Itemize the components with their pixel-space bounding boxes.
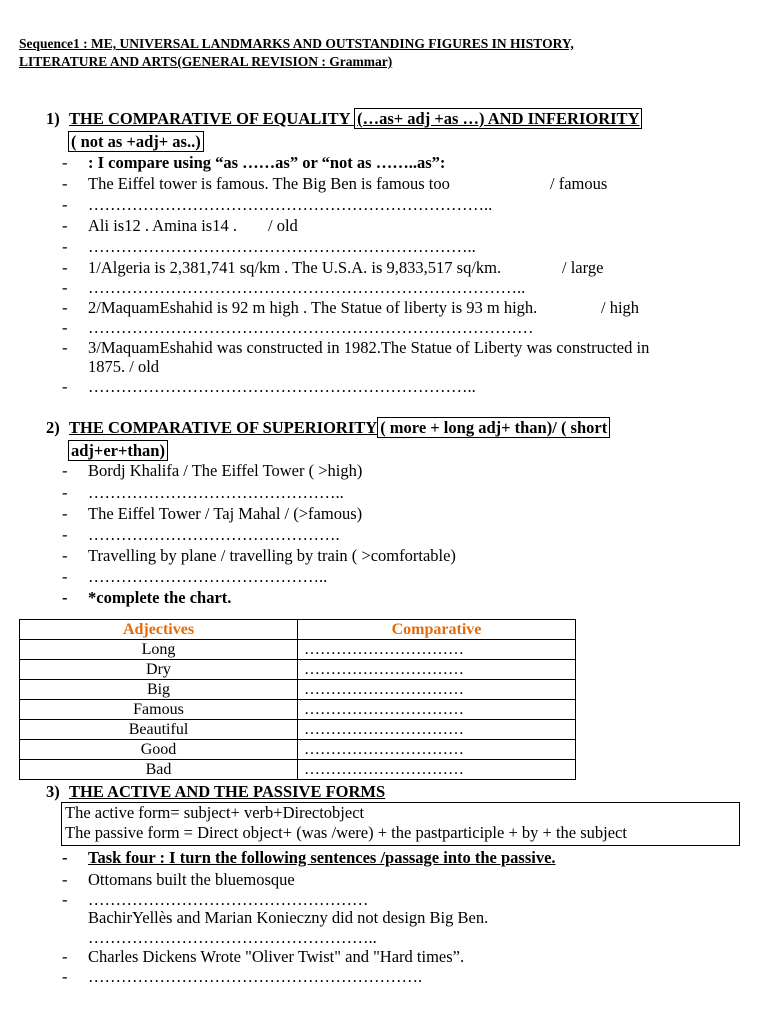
comparative-blank[interactable]: …………………………: [298, 720, 576, 740]
chart-instruction: *complete the chart.: [88, 588, 232, 607]
answer-blank[interactable]: ………………………………………………………………………: [88, 318, 534, 337]
answer-blank[interactable]: ……………………………………..: [88, 567, 328, 586]
answer-blank[interactable]: ……………………………………………………………..: [88, 237, 476, 256]
answer-blank[interactable]: ………………………………………………………………..: [88, 195, 493, 214]
answer-blank[interactable]: ……………………………………………………………..: [88, 377, 476, 396]
section-1-instruction: : I compare using “as ……as” or “not as ……..as”:: [88, 153, 446, 172]
list-item: - *complete the chart.: [62, 588, 232, 607]
exercise-sentence: The Eiffel tower is famous. The Big Ben is famous too: [88, 174, 450, 193]
section-3-heading: [46, 781, 385, 802]
table-row: [20, 720, 576, 740]
section-2-title: THE COMPARATIVE OF SUPERIORITY: [69, 418, 378, 437]
worksheet-header: [19, 35, 719, 71]
table-row: [20, 660, 576, 680]
list-item: - The Eiffel tower is famous. The Big Ben is famous too / famous: [62, 174, 608, 193]
adjective-cell: Good: [20, 740, 298, 760]
adjective-cell: Bad: [20, 760, 298, 780]
exercise-sentence-cont: 1875. / old: [88, 357, 160, 376]
list-item: - Ali is12 . Amina is14 . / old: [62, 216, 298, 235]
section-2-formula-box-1: ( more + long adj+ than)/ ( short: [377, 417, 610, 438]
adjective-cell: Big: [20, 680, 298, 700]
list-item: - ……………………………………………: [62, 890, 369, 909]
list-item: - ……………………………………………………………………..: [62, 278, 526, 297]
header-line-1: Sequence1 : ME, UNIVERSAL LANDMARKS AND OUTSTANDING FIGURES IN HISTORY,: [19, 36, 574, 51]
column-header-comparative: Comparative: [298, 620, 576, 640]
column-header-adjectives: Adjectives: [20, 620, 298, 640]
list-item: - : I compare using “as ……as” or “not as ……..as”:: [62, 153, 446, 172]
adjective-cell: Long: [20, 640, 298, 660]
comparative-blank[interactable]: …………………………: [298, 700, 576, 720]
header-line-2: LITERATURE AND ARTS(GENERAL REVISION : Grammar): [19, 54, 393, 69]
table-header-row: [20, 620, 576, 640]
section-1-heading-cont: [68, 131, 204, 152]
exercise-sentence: Ali is12 . Amina is14 .: [88, 216, 237, 235]
list-item: - ……………………………………………………………..: [62, 377, 476, 396]
comparative-blank[interactable]: …………………………: [298, 660, 576, 680]
passive-form-rule: The passive form = Direct object+ (was /were) + the pastparticiple + by + the subject: [65, 823, 627, 842]
exercise-sentence: Charles Dickens Wrote "Oliver Twist" and "Hard times”.: [88, 947, 465, 966]
list-item: - ……………………………………….: [62, 525, 340, 544]
table-row: [20, 700, 576, 720]
section-2-number: 2): [46, 418, 60, 437]
task-four-instruction: Task four : I turn the following sentences /passage into the passive.: [88, 848, 556, 867]
exercise-sentence: 3/MaquamEshahid was constructed in 1982.The Statue of Liberty was constructed in: [88, 338, 650, 357]
answer-blank[interactable]: ……………………………………….: [88, 525, 340, 544]
table-row: [20, 640, 576, 660]
list-item: - ……………………………………..: [62, 567, 328, 586]
list-item: - Travelling by plane / travelling by train ( >comfortable): [62, 546, 456, 565]
list-item: - The Eiffel Tower / Taj Mahal / (>famous): [62, 504, 363, 523]
list-item: - ………………………………………..: [62, 483, 344, 502]
passive-rule-box: [61, 802, 740, 846]
exercise-hint: / famous: [550, 174, 608, 193]
list-item: - ………………………………………………………………………: [62, 318, 534, 337]
adjective-cell: Famous: [20, 700, 298, 720]
table-row: [20, 760, 576, 780]
exercise-sentence: BachirYellès and Marian Konieczny did not design Big Ben.: [88, 908, 489, 927]
exercise-sentence: 2/MaquamEshahid is 92 m high . The Statue of liberty is 93 m high.: [88, 298, 538, 317]
section-2-heading-cont: [68, 440, 168, 461]
exercise-sentence: The Eiffel Tower / Taj Mahal / (>famous): [88, 504, 363, 523]
comparative-blank[interactable]: …………………………: [298, 680, 576, 700]
exercise-sentence: 1/Algeria is 2,381,741 sq/km . The U.S.A. is 9,833,517 sq/km.: [88, 258, 502, 277]
adjective-cell: Dry: [20, 660, 298, 680]
section-1-number: 1): [46, 109, 60, 128]
comparative-chart: [19, 619, 576, 780]
section-3-number: 3): [46, 782, 60, 801]
active-form-rule: The active form= subject+ verb+Directobject: [65, 803, 365, 822]
answer-blank[interactable]: ………………………………………..: [88, 483, 344, 502]
list-item: - …………………………………………………….: [62, 967, 423, 986]
table-row: [20, 740, 576, 760]
list-item: - 3/MaquamEshahid was constructed in 1982.The Statue of Liberty was constructed in: [62, 338, 650, 357]
section-1-formula-box-1: (…as+ adj +as …) AND INFERIORITY: [354, 108, 642, 129]
answer-blank[interactable]: ……………………………………………..: [88, 928, 377, 947]
list-item: - Task four : I turn the following sentences /passage into the passive.: [62, 848, 556, 867]
exercise-sentence: Ottomans built the bluemosque: [88, 870, 295, 889]
section-1-formula-box-2: ( not as +adj+ as..): [68, 131, 204, 152]
comparative-blank[interactable]: …………………………: [298, 760, 576, 780]
exercise-sentence: Travelling by plane / travelling by train ( >comfortable): [88, 546, 456, 565]
list-item: - Ottomans built the bluemosque: [62, 870, 295, 889]
answer-blank[interactable]: ……………………………………………………………………..: [88, 278, 526, 297]
table-row: [20, 680, 576, 700]
list-item: - Charles Dickens Wrote "Oliver Twist" and "Hard times”.: [62, 947, 465, 966]
section-2-formula-box-2: adj+er+than): [68, 440, 168, 461]
exercise-sentence: Bordj Khalifa / The Eiffel Tower ( >high): [88, 461, 363, 480]
list-item: - ………………………………………………………………..: [62, 195, 493, 214]
list-item: - 2/MaquamEshahid is 92 m high . The Statue of liberty is 93 m high. / high: [62, 298, 640, 317]
exercise-hint: / large: [562, 258, 604, 277]
answer-blank[interactable]: …………………………………………………….: [88, 967, 423, 986]
answer-blank[interactable]: ……………………………………………: [88, 890, 369, 909]
comparative-blank[interactable]: …………………………: [298, 740, 576, 760]
list-item: - Bordj Khalifa / The Eiffel Tower ( >high): [62, 461, 363, 480]
section-3-title: THE ACTIVE AND THE PASSIVE FORMS: [69, 782, 386, 801]
exercise-hint: / old: [268, 216, 298, 235]
section-1-title: THE COMPARATIVE OF EQUALITY: [69, 109, 355, 128]
section-2-heading: [46, 417, 610, 438]
section-1-heading: [46, 108, 642, 129]
comparative-blank[interactable]: …………………………: [298, 640, 576, 660]
list-item: - 1/Algeria is 2,381,741 sq/km . The U.S.A. is 9,833,517 sq/km. / large: [62, 258, 604, 277]
list-item: - ……………………………………………………………..: [62, 237, 476, 256]
exercise-hint: / high: [601, 298, 640, 317]
adjective-cell: Beautiful: [20, 720, 298, 740]
